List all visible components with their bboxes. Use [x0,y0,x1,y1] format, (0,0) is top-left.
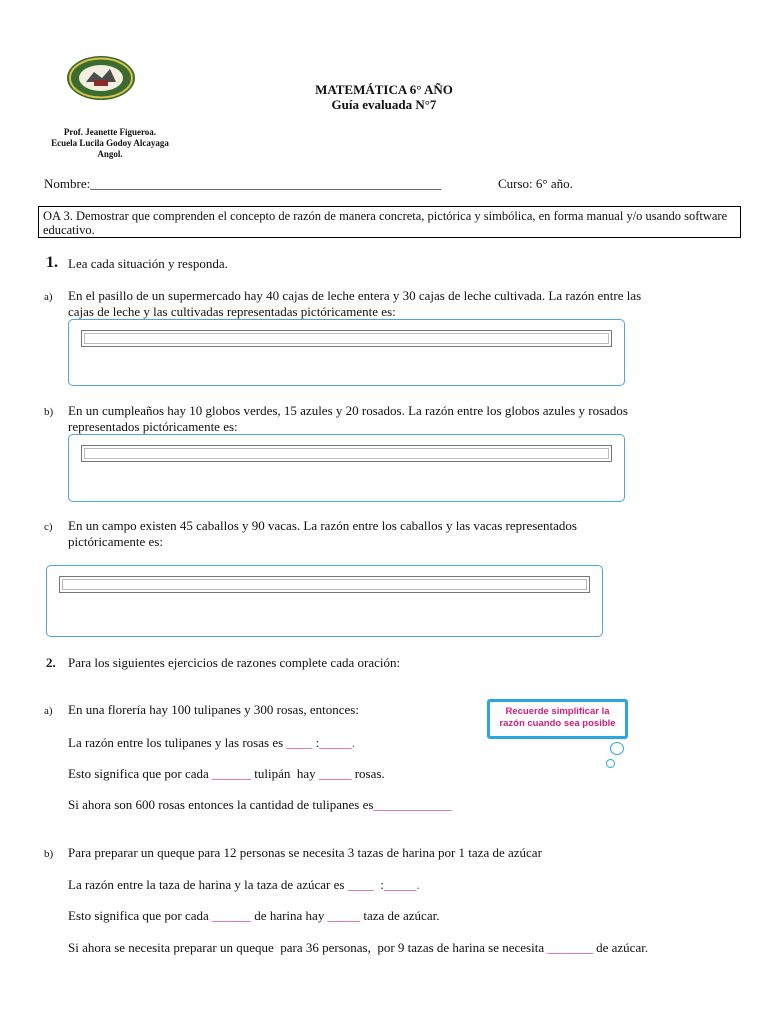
answer-field-1c[interactable] [59,576,590,593]
item-2b-sentence-3 [68,940,648,956]
question-1-instruction: Lea cada situación y responda. [68,256,228,271]
course-label: Curso: 6° año. [498,176,573,191]
sentence-text: La razón entre la taza de harina y la taza de azúcar es [68,877,348,892]
item-1b-line1: En un cumpleaños hay 10 globos verdes, 15 azules y 20 rosados. La razón entre los globos azules y rosados [68,403,628,418]
item-2a-statement: En una florería hay 100 tulipanes y 300 rosas, entonces: [68,702,359,717]
teacher-info [40,127,180,160]
answer-box-1b[interactable] [68,434,625,502]
item-1b-mark: b) [44,406,54,418]
learning-objective: OA 3. Demostrar que comprenden el concepto de razón de manera concreta, pictórica y simbólica, en forma manual y/o usando software educativo. [38,206,741,238]
blank-field[interactable]: ______ [212,766,252,781]
question-1-number: 1. [46,254,58,271]
school-name: Ecuela Lucila Godoy Alcayaga [51,138,169,148]
item-2b-mark: b) [44,848,54,860]
sentence-text: rosas. [351,766,385,781]
school-city: Angol. [97,149,123,159]
item-2b-statement: Para preparar un queque para 12 personas se necesita 3 tazas de harina por 1 taza de azúcar [68,845,542,860]
item-1c-mark: c) [44,521,53,533]
item-2a-sentence-3 [68,797,451,813]
item-1c-line2: pictóricamente es: [68,534,163,549]
answer-field-1a[interactable] [81,330,612,347]
item-2a-sentence-2 [68,766,385,782]
sentence-text: Esto significa que por cada [68,766,213,781]
answer-box-1c[interactable] [46,565,603,637]
item-2b-sentence-2 [68,908,439,924]
item-1a-line2: cajas de leche y las cultivadas representadas pictóricamente es: [68,304,396,319]
tip-callout [487,699,628,739]
sentence-text: La razón entre los tulipanes y las rosas es [68,735,287,750]
blank-field[interactable]: ____ [286,735,313,750]
answer-box-1a[interactable] [68,319,625,386]
blank-field[interactable]: _____. [383,877,420,892]
thought-bubble-small [606,759,615,768]
item-1a-mark: a) [44,291,53,303]
item-1a-line1: En el pasillo de un supermercado hay 40 cajas de leche entera y 30 cajas de leche cultivada. La razón entre las [68,288,642,303]
page-title: MATEMÁTICA 6° AÑO [315,82,453,97]
blank-field[interactable]: _______ [547,940,593,955]
sentence-text: Si ahora se necesita preparar un queque para 36 personas, por 9 tazas de harina se necesita [68,940,548,955]
blank-field[interactable]: _____ [318,766,352,781]
blank-field[interactable]: ____ [347,877,374,892]
blank-field[interactable]: ______ [212,908,252,923]
ratio-colon: : [312,735,320,750]
answer-field-1b[interactable] [81,445,612,462]
ratio-colon: : [373,877,384,892]
tip-line-1: Recuerde simplificar la [505,706,610,717]
sentence-text: de azúcar. [592,940,649,955]
thought-bubble-large [610,742,624,755]
sentence-text: tulipán hay [251,766,319,781]
blank-field[interactable]: _____. [319,735,356,750]
page-subtitle: Guía evaluada N°7 [331,97,437,112]
item-1b-line2: representados pictóricamente es: [68,419,238,434]
teacher-name: Prof. Jeanette Figueroa. [63,127,157,137]
sentence-text: taza de azúcar. [360,908,440,923]
sentence-text: Esto significa que por cada [68,908,213,923]
blank-field[interactable]: _____ [327,908,361,923]
question-2-instruction: Para los siguientes ejercicios de razones complete cada oración: [68,655,401,670]
item-2b-sentence-1 [68,877,420,893]
sentence-text: Si ahora son 600 rosas entonces la cantidad de tulipanes es [68,797,374,812]
question-2-number: 2. [46,655,56,670]
item-1c-line1: En un campo existen 45 caballos y 90 vacas. La razón entre los caballos y las vacas representados [68,518,577,533]
blank-field[interactable]: ____________ [373,797,452,812]
item-2a-mark: a) [44,705,53,717]
item-2a-sentence-1 [68,735,355,751]
student-name-label: Nombre:______________________________________________________ [44,176,442,191]
sentence-text: de harina hay [251,908,328,923]
tip-line-2: razón cuando sea posible [499,718,616,729]
